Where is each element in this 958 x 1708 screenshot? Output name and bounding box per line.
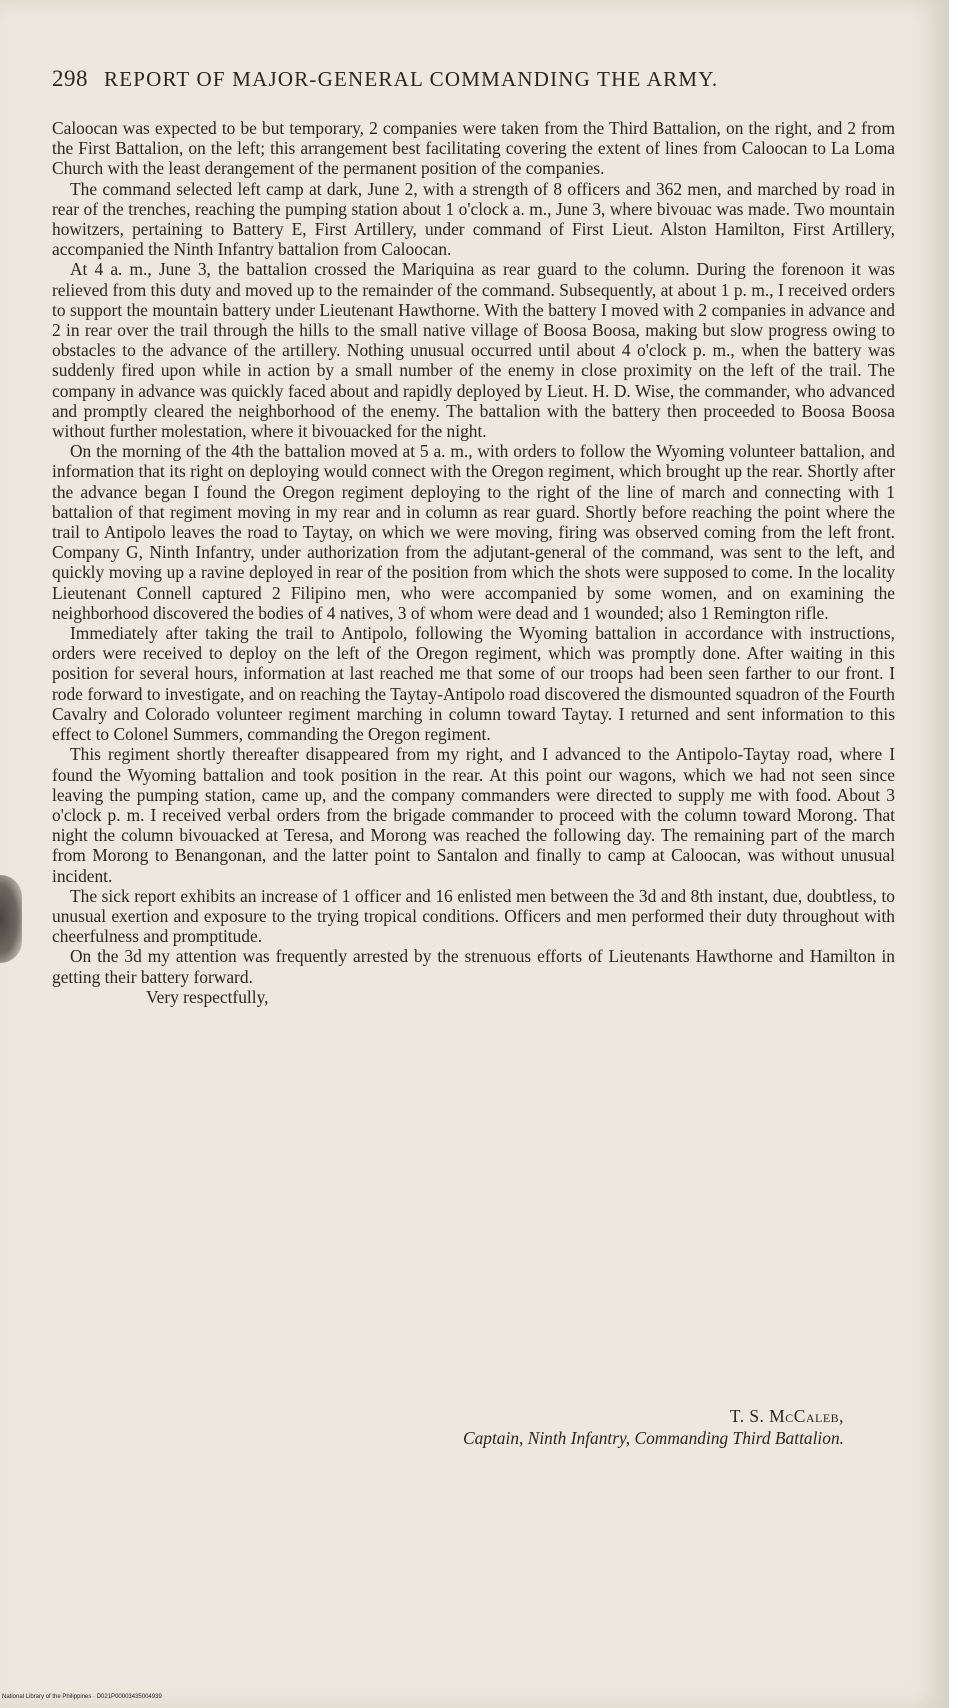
- paragraph: At 4 a. m., June 3, the battalion crossed the Mariquina as rear guard to the column. During the forenoon it was relieved from this duty and moved up to the remainder of the command. Subsequently, at about 1 p. m., I received orders to support the mountain battery under Lieutenant Hawthorne. With the battery I moved with 2 companies in advance and 2 in rear over the trail through the hills to the small native village of Boosa Boosa, making but slow progress owing to obstacles to the advance of the artillery. Nothing unusual occurred until about 4 o'clock p. m., when the battery was suddenly fired upon while in action by a small number of the enemy in close proximity on the left of the trail. The company in advance was quickly faced about and rapidly deployed by Lieut. H. D. Wise, the commander, who advanced and promptly cleared the neighborhood of the enemy. The battalion with the battery then proceeded to Boosa Boosa without further molestation, where it bivouacked for the night.: [52, 259, 895, 442]
- binding-shadow: [0, 875, 22, 963]
- report-body: [52, 118, 895, 1007]
- paragraph: The sick report exhibits an increase of 1 officer and 16 enlisted men between the 3d and 8th instant, due, doubtless, to unusual exertion and exposure to the trying tropical conditions. Officers and men performed their duty throughout with cheerfulness and promptitude.: [52, 885, 895, 947]
- report-title: REPORT OF MAJOR-GENERAL COMMANDING THE ARMY.: [104, 67, 719, 91]
- signature-block: [463, 1405, 844, 1449]
- paragraph: This regiment shortly thereafter disappeared from my right, and I advanced to the Antipolo-Taytay road, where I found the Wyoming battalion and took position in the rear. At this point our wagons, which we had not seen since leaving the pumping station, came up, and the company commanders were directed to supply me with food. About 3 o'clock p. m. I received verbal orders from the brigade commander to proceed with the column toward Morong. That night the column bivouacked at Teresa, and Morong was reached the following day. The remaining part of the march from Morong to Benangonan, and the latter point to Santalon and finally to camp at Caloocan, was without unusual incident.: [52, 744, 895, 886]
- page-number: 298: [52, 66, 88, 91]
- signature-title: Captain, Ninth Infantry, Commanding Third Battalion.: [462, 1428, 844, 1448]
- paragraph: Caloocan was expected to be but temporary, 2 companies were taken from the Third Battalion, on the right, and 2 from the First Battalion, on the left; this arrangement best facilitating covering the extent of lines from Caloocan to La Loma Church with the least derangement of the permanent position of the companies.: [52, 118, 895, 179]
- paragraph: On the morning of the 4th the battalion moved at 5 a. m., with orders to follow the Wyoming volunteer battalion, and information that its right on deploying would connect with the Oregon regiment, which brought up the rear. Shortly after the advance began I found the Oregon regiment deploying to the right of the line of march and connecting with 1 battalion of that regiment moving in my rear and in column as rear guard. Shortly before reaching the point where the trail to Antipolo leaves the road to Taytay, on which we were moving, firing was observed coming from the left front. Company G, Ninth Infantry, under authorization from the adjutant-general of the command, was sent to the left, and quickly moving up a ravine deployed in rear of the position from which the shots were supposed to come. In the locality Lieutenant Connell captured 2 Filipino men, who were accompanied by some women, and on examining the neighborhood discovered the bodies of 4 natives, 3 of whom were dead and 1 wounded; also 1 Remington rifle.: [52, 441, 895, 623]
- signature-name: T. S. McCaleb,: [729, 1406, 844, 1426]
- archive-footer: National Library of the Philippines · D021P00003435004939: [2, 1694, 162, 1700]
- paragraph: Immediately after taking the trail to Antipolo, following the Wyoming battalion in accordance with instructions, orders were received to deploy on the left of the Oregon regiment, which was promptly done. After waiting in this position for several hours, information at last reached me that some of our troops had been seen farther to our front. I rode forward to investigate, and on reaching the Taytay-Antipolo road discovered the dismounted squadron of the Fourth Cavalry and Colorado volunteer regiment marching in column toward Taytay. I returned and sent information to this effect to Colonel Summers, commanding the Oregon regiment.: [52, 623, 895, 745]
- closing-salutation: Very respectfully,: [146, 986, 269, 1007]
- paragraph: On the 3d my attention was frequently arrested by the strenuous efforts of Lieutenants Hawthorne and Hamilton in getting their battery forward.: [52, 946, 895, 987]
- running-header: [52, 66, 852, 92]
- paragraph: The command selected left camp at dark, June 2, with a strength of 8 officers and 362 men, and marched by road in rear of the trenches, reaching the pumping station about 1 o'clock a. m., June 3, where bivouac was made. Two mountain howitzers, pertaining to Battery E, First Artillery, under command of First Lieut. Alston Hamilton, First Artillery, accompanied the Ninth Infantry battalion from Caloocan.: [52, 178, 895, 260]
